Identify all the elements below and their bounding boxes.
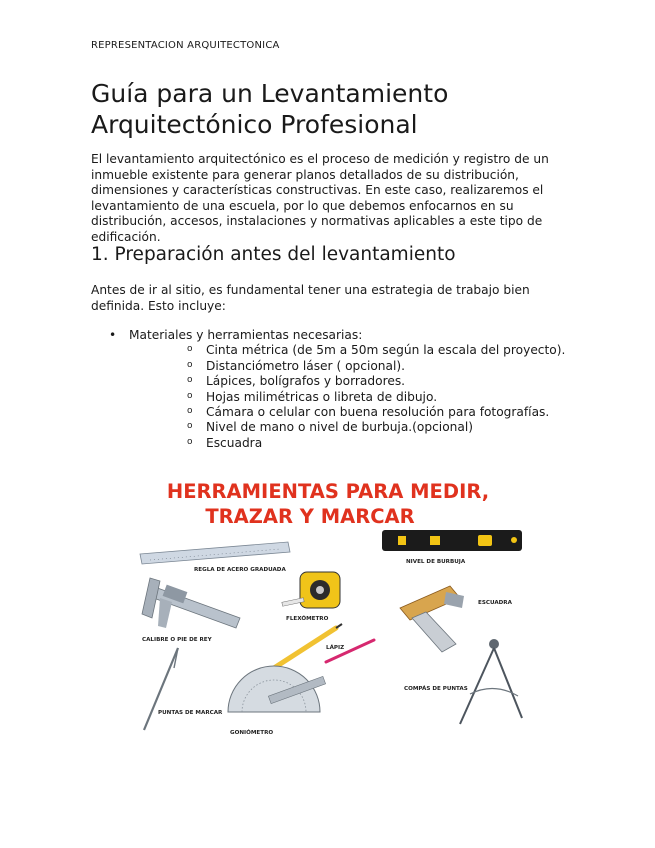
label-escuadra: ESCUADRA: [478, 600, 512, 606]
label-puntas: PUNTAS DE MARCAR: [158, 710, 223, 716]
bubble-level-icon: [382, 530, 522, 551]
list-item: o Escuadra: [129, 436, 571, 451]
label-lapiz: LÁPIZ: [326, 645, 345, 651]
intro-paragraph: El levantamiento arquitectónico es el proceso de medición y registro de un inmueble existente para generar planos detallados de su distribución, dimensiones y características constructivas. En este caso, realizaremos el levantamiento de una escuela, por lo que debemos enfocarnos en su distribución, accesos, instalaciones y normativas aplicables a este tipo de edificación.: [91, 152, 549, 244]
label-calibre: CALIBRE O PIE DE REY: [142, 637, 212, 643]
list-item: o Cinta métrica (de 5m a 50m según la escala del proyecto).: [129, 343, 571, 358]
tools-illustration-svg: [130, 468, 526, 752]
tape-measure-icon: [282, 572, 340, 608]
label-regla: REGLA DE ACERO GRADUADA: [194, 567, 286, 573]
try-square-icon: [400, 586, 464, 652]
tools-illustration: [130, 468, 526, 752]
label-flexometro: FLEXÓMETRO: [286, 616, 329, 622]
dividers-icon: [460, 639, 522, 724]
list-item: o Hojas milimétricas o libreta de dibujo.: [129, 390, 571, 405]
pencil-icon: [274, 624, 374, 668]
materials-list: [91, 328, 571, 451]
label-nivel: NIVEL DE BURBUJA: [406, 559, 466, 565]
list-item-label: Materiales y herramientas necesarias:: [129, 328, 363, 342]
list-item: o Cámara o celular con buena resolución para fotografías.: [129, 405, 571, 420]
list-item: o Lápices, bolígrafos y borradores.: [129, 374, 571, 389]
section-lead-paragraph: Antes de ir al sitio, es fundamental tener una estrategia de trabajo bien definida. Esto incluye:: [91, 283, 530, 313]
document-title: Guía para un Levantamiento Arquitectónico Profesional: [91, 79, 449, 139]
scriber-icon: [144, 648, 178, 730]
caliper-icon: [142, 578, 240, 628]
list-item: o Nivel de mano o nivel de burbuja.(opcional): [129, 420, 571, 435]
figure-title-line1: HERRAMIENTAS PARA MEDIR,: [166, 480, 490, 503]
sublist: [129, 343, 571, 451]
section-heading: 1. Preparación antes del levantamiento: [91, 244, 456, 265]
running-header: REPRESENTACION ARQUITECTONICA: [91, 40, 280, 51]
goniometer-icon: [228, 666, 326, 712]
label-compas: COMPÁS DE PUNTAS: [404, 686, 468, 692]
list-item: [91, 328, 571, 451]
list-item: o Distanciómetro láser ( opcional).: [129, 359, 571, 374]
label-goniometro: GONIÓMETRO: [230, 730, 274, 736]
figure-title-line2: TRAZAR Y MARCAR: [205, 505, 415, 528]
steel-ruler-icon: [140, 542, 290, 564]
